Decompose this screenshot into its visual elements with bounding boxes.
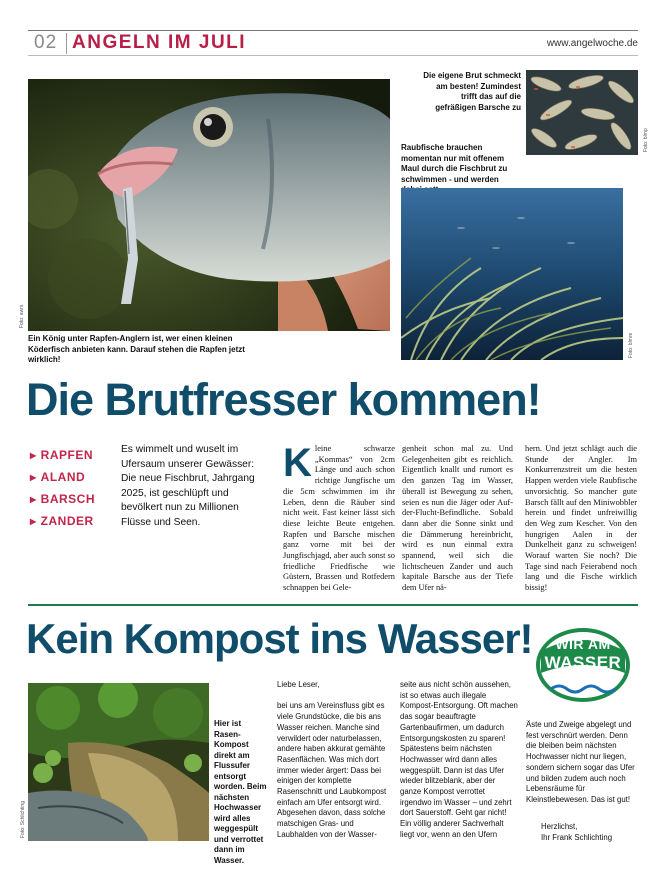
article2-column-3: Äste und Zweige abgelegt und fest verschnürt werden. Denn die bleiben beim nächsten Hochwasser nicht nur liegen, sondern sichern sogar das Ufer und bilden zudem auch noch Lebensräume für Kleinstlebewesen. Das ist gut! <box>526 720 635 804</box>
article2-column-1: Liebe Leser, bei uns am Vereinsfluss gibt es viele Grundstücke, die bis ans Wasser reichen. Manche sind verwildert oder naturbelassen, andere haben akkurat gemähte Rasenflächen. Was mich dort immer wieder ärgert: Dass bei einigen der komplette Rasenschnitt und Laubkompost einfach am Ufer entsorgt wird. Abgesehen davon, dass solche matschigen Gras- und Laubhalden von der Wasser- <box>277 680 387 839</box>
weed-photo <box>401 188 623 360</box>
article1-column-2: genheit schon mal zu. Und Gelegenheiten gibt es reichlich. Eigentlich knallt und rumort es den ganzen Tag im Wasser, überall ist Bewegung zu sehen, seien es nun die Jäger oder Auf-der-Flucht-Befindliche. Sobald dann aber die Sonne sinkt und die Dämmerung hereinbricht, wird es nun einmal extra spannend, weil sich die lichtscheuen Zander und auch kapitale Barsche aus der Tiefe dem Ufer nä- <box>402 444 513 593</box>
fish-list <box>30 445 95 533</box>
brut-photo-caption: Die eigene Brut schmeckt am besten! Zumindest trifft das auf die gefräßigen Barsche zu <box>423 71 521 112</box>
signoff-name: Ihr Frank Schlichting <box>541 833 613 842</box>
fish-list-item: ▶ RAPFEN <box>30 445 95 467</box>
header-rule-bottom <box>28 55 638 56</box>
page-number: 02 <box>34 32 58 53</box>
headline-kompost: Kein Kompost ins Wasser! <box>26 615 533 662</box>
weed-photo-caption: Raubfische brauchen momentan nur mit offenem Maul durch die Fischbrut zu schwimmen - und werden <box>401 143 508 184</box>
brut-photo <box>526 70 638 155</box>
kompost-photo <box>28 683 209 841</box>
section-divider <box>28 604 638 606</box>
site-url[interactable]: www.angelwoche.de <box>546 38 638 49</box>
drop-cap: K <box>283 441 312 485</box>
section-title: ANGELN IM JULI <box>72 32 247 53</box>
article1-column-1 <box>283 441 395 594</box>
rapfen-photo <box>28 79 390 331</box>
article2-column-2: seite aus nicht schön aussehen, ist so etwas auch illegale Kompost-Entsorgung. Oft machen das sogar beauftragte Gartenbaufirmen, um dadurch Entsorgungskosten zu sparen! Spätestens beim nächsten Hochwasser wird dann alles weggespült. Dann ist das Ufer wieder blitzeblank, aber der ganze Kompost verrottet irgendwo im Wasser – und zehrt dort Sauerstoff. Geht gar nicht! Ein völlig anderer Sachverhalt liegt vor, wenn an den Ufern <box>400 680 518 839</box>
kompost-photo-caption: Hier ist Rasen-Kompost direkt am Flussufer entsorgt worden. Beim nächsten Hochwasser wird alles weggespült und verrottet dann im Wasser. <box>214 719 267 865</box>
rapfen-photo-credit: Foto: awrs <box>19 304 25 328</box>
wir-am-wasser-badge <box>535 627 631 703</box>
headline-brutfresser: Die Brutfresser kommen! <box>26 374 541 425</box>
article1-column-3: hern. Und jetzt schlägt auch die Stunde der Angler. Im Konkurrenzstreit um die besten Happen werden viele Raubfische unvorsichtig. So mancher gute Barsch fällt auf den Miniwobbler herein und findet unfreiwillig den Weg zum Kescher. Von den hungrigen Aalen in der Dunkelheit ganz zu schweigen! Worauf warten Sie noch? Die Tage sind nach Feierabend noch lang und die Fische wirklich bissig! <box>525 444 637 593</box>
article1-lead: Es wimmelt und wuselt im Ufersaum unserer Gewässer: Die neue Fischbrut, Jahrgang 2025, ist geschlüpft und bevölkert nun zu Millionen Flüsse und Seen. <box>121 444 255 528</box>
signoff-greeting: Herzlichst, <box>541 822 578 831</box>
fish-list-item: ▶ ZANDER <box>30 511 95 533</box>
rapfen-photo-caption: Ein König unter Rapfen-Anglern ist, wer einen kleinen Köderfisch anbieten kann. Darauf stehen die Rapfen jetzt wirklich! <box>28 334 245 364</box>
fish-list-item: ▶ BARSCH <box>30 489 95 511</box>
fish-list-item: ▶ ALAND <box>30 467 95 489</box>
weed-photo-credit: Foto: blmre <box>628 332 634 358</box>
kompost-photo-credit: Foto: Schlichting <box>20 801 26 838</box>
badge-line2: WASSER <box>544 653 622 672</box>
article1-column-1-text: leine schwarze „Kommas“ von 2cm Länge und auch schon richtige Jungfische um die 5cm schwimmen im ihr Leben, denn die Räuber sind nicht weit. Fast keiner lässt sich diese leichte Beute entgehen. Rapfen und Barsche mischen ganz vorne mit bei der Jungfischjagd, aber auch sonst so friedliche Friedfische wie Güstern, Brassen und Rotfedern schnappen bei Gele- <box>283 444 395 593</box>
header-rule-top <box>28 30 638 31</box>
header-separator <box>66 33 67 54</box>
brut-photo-credit: Foto: blmp <box>643 128 649 152</box>
badge-line1: WIR AM <box>555 636 611 652</box>
